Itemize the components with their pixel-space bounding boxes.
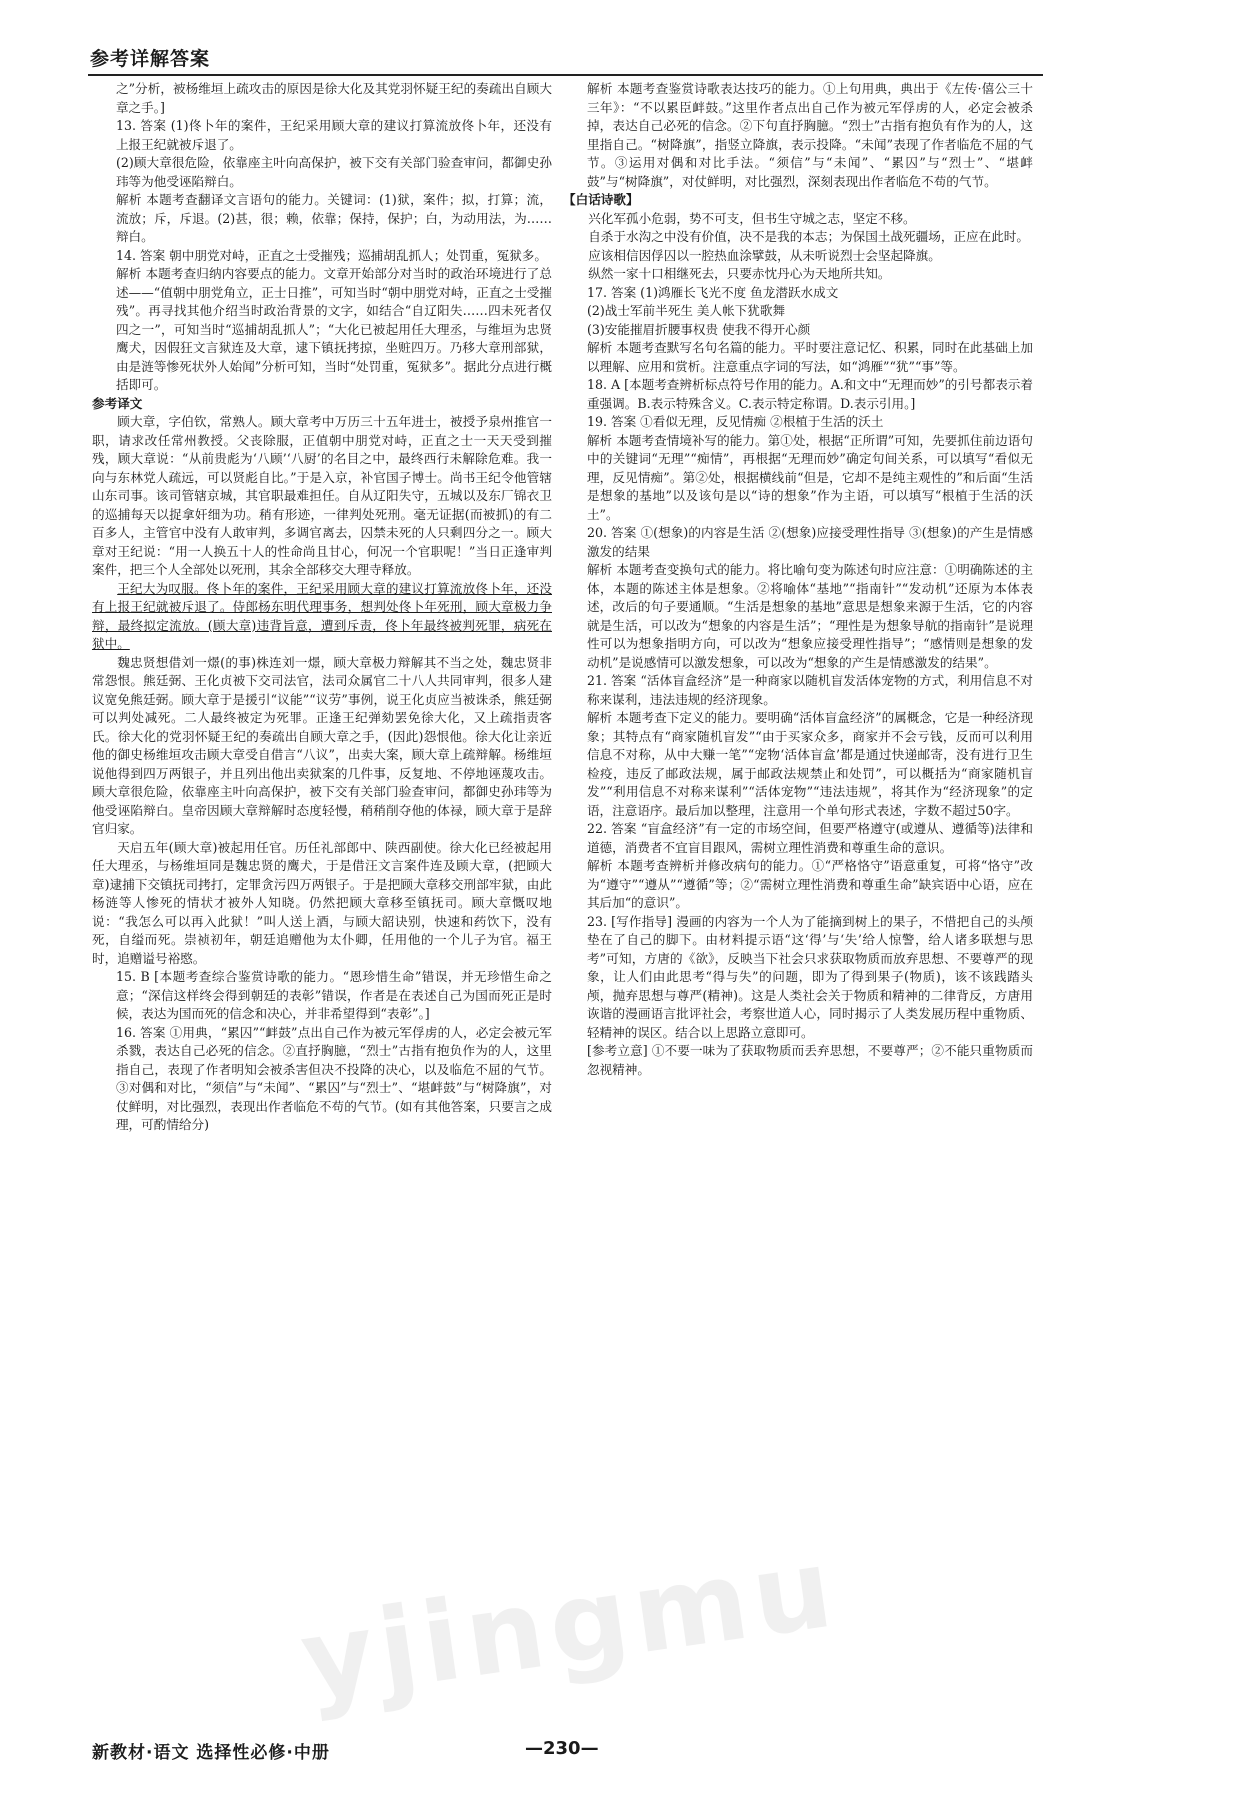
watermark: yjingmu — [293, 1523, 846, 1725]
paragraph: 19. 答案 ①看似无理，反见情痴 ②根植于生活的沃土 — [586, 414, 884, 429]
paragraph: 解析 本题考查鉴赏诗歌表达技巧的能力。①上句用典，典出于《左传·僖公三十三年》：“不以累臣衅鼓。”这里作者点出自己作为被元军俘虏的人，必定会被杀掉，表达自己必死的信念。②下句直抒胸臆。“烈士”古指有抱负有作为的人，这里指自己。“树降旗”，指竖立降旗，表示投降。“未闻”表现了作者临危不屈的气节。③运用对偶和对比手法。“须信”与“未闻”、“累囚”与“烈士”、“堪衅鼓”与“树降旗”，对仗鲜明，对比强烈，深刻表现出作者临危不苟的气节。 — [586, 81, 1033, 189]
paragraph: 之”分析，被杨维垣上疏攻击的原因是徐大化及其党羽怀疑王纪的奏疏出自顾大章之手。] — [115, 81, 552, 115]
paragraph: (2)战士军前半死生 美人帐下犹歌舞 — [586, 303, 786, 318]
page-header-title: 参考详解答案 — [90, 48, 211, 70]
paragraph: 解析 本题考查下定义的能力。要明确“活体盲盒经济”的属概念，它是一种经济现象；其特点有“商家随机盲发”“由于买家众多，商家并不会亏钱，反而可以利用信息不对称，从中大赚一笔”“宠物‘活体盲盒’都是通过快递邮寄，没有进行卫生检疫，违反了邮政法规，属于邮政法规禁止和处罚”，可以概括为“商家随机盲发”“利用信息不对称来谋利”“活体宠物”“违法违规”，将其作为“经济现象”的定语，注意语序。最后加以整理，注意用一个单句形式表述，字数不超过50字。 — [586, 710, 1033, 818]
right-column — [563, 80, 1033, 1079]
paragraph: 20. 答案 ①(想象)的内容是生活 ②(想象)应接受理性指导 ③(想象)的产生是情感激发的结果 — [586, 525, 1033, 559]
paragraph: 解析 本题考查默写名句名篇的能力。平时要注意记忆、积累，同时在此基础上加以理解、应用和赏析。注意重点字词的写法，如“鸿雁”“犹”“事”等。 — [586, 340, 1033, 374]
paragraph: 顾大章，字伯钦，常熟人。顾大章考中万历三十五年进士，被授予泉州推官一职，请求改任常州教授。父丧除服，正值朝中朋党对峙，正直之士一天天受到摧残，顾大章说：“从前贵彪为‘八顾’‘八厨’的名目之中，最终西行未解除危难。我一向与东林党人疏远，可以贤彪自比。”于是入京，补官国子博士。尚书王纪令他管辖山东司事。该司管辖京城，其官职最难担任。自从辽阳失守，五城以及东厂锦衣卫的巡捕每天以捉拿奸细为功。稍有形迹，一律判处死刑。毫无证据(而被抓)的有二百多人，主管官中没有人敢审判，多调官离去，囚禁未死的人只剩四分之一。顾大章对王纪说：“用一人换五十人的性命尚且甘心，何况一个官职呢！”当日正逢审判案件，把三个人全部处以死刑，其余全部移交大理寺释放。 — [92, 414, 552, 577]
paragraph: 解析 本题考查归纳内容要点的能力。文章开始部分对当时的政治环境进行了总述——“值朝中朋党角立，正士日推”，可知当时“朝中朋党对峙，正直之士受摧残”。再寻找其他介绍当时政治背景的文字，如结合“自辽阳失……四未死者仅四之一”，可知当时“巡捕胡乱抓人”；“大化已被起用任大理丞，与维垣为忠贤鹰犬，因假狂文言狱连及大章，逮下镇抚拷掠，坐赃四万。乃移大章刑部狱，由是涟等惨死状外人始闻”分析可知，当时“处罚重，冤狱多”。据此分点进行概括即可。 — [115, 266, 552, 392]
paragraph: 17. 答案 (1)鸿雁长飞光不度 鱼龙潜跃水成文 — [586, 284, 839, 300]
paragraph: 解析 本题考查辨析并修改病句的能力。①“严格恪守”语意重复，可将“恪守”改为“遵守”“遵从”“遵循”等；②“需树立理性消费和尊重生命”缺宾语中心语，应在其后加“的意识”。 — [586, 858, 1033, 910]
paragraph: 魏忠贤想借刘一燝(的事)株连刘一燝，顾大章极力辩解其不当之处，魏忠贤非常怨恨。熊廷弼、王化贞被下交司法官，法司众属官二十八人共同审判，很多人建议宽免熊廷弼。顾大章于是援引“议能”“议劳”事例，说王化贞应当被诛杀，熊廷弼可以判处减死。二人最终被定为死罪。正逢王纪弹劾罢免徐大化，又上疏指责客氏。徐大化的党羽怀疑王纪的奏疏出自顾大章之手，(因此)怨恨他。徐大化让亲近他的御史杨维垣攻击顾大章受自借言“八议”，出卖大案，顾大章上疏辩解。杨维垣说他得到四万两银子，并且列出他出卖狱案的几件事，反复地、不停地诬蔑攻击。顾大章很危险，依靠座主叶向高保护，被下交有关部门验查审问，都御史孙玮等为他受诬陷辩白。皇帝因顾大章辩解时态度轻慢，稍稍削夺他的体禄，顾大章于是辞官归家。 — [92, 654, 552, 836]
paragraph: 应该相信因俘囚以一腔热血涂擘鼓，从未听说烈士会坚起降旗。 — [588, 247, 941, 263]
paragraph: 参考译文 — [92, 395, 143, 411]
header-rule — [88, 74, 1043, 76]
paragraph: [参考立意] ①不要一味为了获取物质而丢弃思想，不要尊严；②不能只重物质而忽视精神。 — [586, 1043, 1033, 1077]
paragraph: 兴化军孤小危弱，势不可支，但书生守城之志，坚定不移。 — [588, 210, 916, 226]
paragraph: 22. 答案 “盲盒经济”有一定的市场空间，但要严格遵守(或遵从、遵循等)法律和道德，消费者不宜盲目跟风，需树立理性消费和尊重生命的意识。 — [586, 821, 1033, 855]
paragraph: 解析 本题考查情境补写的能力。第①处，根据“正所谓”可知，先要抓住前边语句中的关键词“无理”“痴情”，再根据“无理而妙”确定句间关系，可以填写“看似无理，反见情痴”。第②处，根据横线前“但是，它却不是纯主观性的”和后面“生活是想象的基地”以及该句是以“诗的想象”作为主语，可以填写“根植于生活的沃土”。 — [586, 432, 1033, 522]
paragraph: 14. 答案 朝中朋党对峙，正直之士受摧残；巡捕胡乱抓人；处罚重，冤狱多。 — [115, 247, 547, 263]
paragraph: 解析 本题考查变换句式的能力。将比喻句变为陈述句时应注意：①明确陈述的主体，本题的陈述主体是想象。②将喻体“基地”“指南针”“发动机”还原为本体表述，改后的句子要通顺。“生活是想象的基地”意思是想象来源于生活，它的内容就是生活，可以改为“想象的内容是生活”；“理性是为想象导航的指南针”是说理性可以为想象指明方向，可以改为“想象应接受理性指导”；“感情则是想象的发动机”是说感情可以激发想象，可以改为“想象的产生是情感激发的结果”。 — [586, 562, 1033, 670]
paragraph: (3)安能摧眉折腰事权贵 使我不得开心颜 — [586, 321, 811, 337]
paragraph: 16. 答案 ①用典，“累囚”“衅鼓”点出自己作为被元军俘虏的人，必定会被元军杀戮，表达自己必死的信念。②直抒胸臆，“烈士”古指有抱负作为的人，这里指自己，表现了作者明知会被杀害但决不投降的决心，以及临危不屈的气节。③对偶和对比，“须信”与“未闻”、“累囚”与“烈士”、“堪衅鼓”与“树降旗”，对仗鲜明，对比强烈，表现出作者临危不苟的气节。(如有其他答案，只要言之成理，可酌情给分) — [115, 1024, 552, 1132]
paragraph: 王纪大为叹服。佟卜年的案件，王纪采用顾大章的建议打算流放佟卜年，还没有上报王纪就被斥退了。侍郎杨东明代理事务，想判处佟卜年死刑，顾大章极力争辩，最终拟定流放。(顾大章)违背旨意，遭到斥责，佟卜年最终被判死罪，病死在狱中。 — [92, 580, 552, 651]
paragraph: 天启五年(顾大章)被起用任官。历任礼部郎中、陕西副使。徐大化已经被起用任大理丞，与杨维垣同是魏忠贤的鹰犬，于是借汪文言案件连及顾大章，(把顾大章)逮捕下交镇抚司拷打，定罪贪污四万两银子。于是把顾大章移交刑部牢狱，由此杨涟等人惨死的情状才被外人知晓。仍然把顾大章移至镇抚司。顾大章慨叹地说：“我怎么可以再入此狱！”叫人送上酒，与顾大韶诀别，快速和药饮下，没有死，自缢而死。崇祯初年，朝廷追赠他为太仆卿，任用他的一个儿子为官。福王时，追赠谥号裕愍。 — [92, 839, 552, 966]
paragraph: 18. A [本题考查辨析标点符号作用的能力。A.和文中“无理而妙”的引号都表示着重强调。B.表示特殊含义。C.表示特定称谓。D.表示引用。] — [586, 377, 1033, 411]
left-column — [92, 80, 552, 1135]
paragraph: 13. 答案 (1)佟卜年的案件，王纪采用顾大章的建议打算流放佟卜年，还没有上报王纪就被斥退了。 — [115, 118, 552, 152]
paragraph: 23. [写作指导] 漫画的内容为一个人为了能摘到树上的果子，不惜把自己的头颅垫在了自己的脚下。由材料提示语“这‘得’与‘失’给人惊警，给人诸多联想与思考”可知，方唐的《欲》，反映当下社会只求获取物质而放弃思想、不要尊严的现象，让人们由此思考“得与失”的问题，即为了得到果子(物质)，该不该践踏头颅，抛弃思想与尊严(精神)。这是人类社会关于物质和精神的二律背反，方唐用诙谐的漫画语言批评社会，考察世道人心，同时揭示了人类发展历程中重物质、轻精神的误区。结合以上思路立意即可。 — [586, 913, 1033, 1040]
paragraph: 15. B [本题考查综合鉴赏诗歌的能力。“恩珍惜生命”错误，并无珍惜生命之意；“深信这样终会得到朝廷的表彰”错误，作者是在表述自己为国而死正是时候，表达为国而死的信念和决心，并非希望得到“表彰”。] — [115, 969, 552, 1021]
page-number: —230— — [525, 1738, 599, 1759]
paragraph: 自杀于水沟之中没有价值，决不是我的本志；为保国土战死疆场，正应在此时。 — [588, 229, 1029, 244]
paragraph: (2)顾大章很危险，依靠座主叶向高保护，被下交有关部门验查审问，都御史孙玮等为他受诬陷辩白。 — [115, 155, 552, 189]
paragraph: 21. 答案 “活体盲盒经济”是一种商家以随机盲发活体宠物的方式，利用信息不对称来谋利，违法违规的经济现象。 — [586, 673, 1033, 707]
footer-book-title: 新教材·语文 选择性必修·中册 — [92, 1743, 330, 1763]
paragraph: 纵然一家十口相继死去，只要赤忱丹心为天地所共知。 — [588, 266, 891, 281]
paragraph: 【白话诗歌】 — [563, 192, 639, 207]
paragraph: 解析 本题考查翻译文言语句的能力。关键词：(1)狱，案件；拟，打算；流，流放；斥，斥退。(2)甚，很；赖，依靠；保持，保护；白，为动用法，为……辩白。 — [115, 192, 552, 244]
